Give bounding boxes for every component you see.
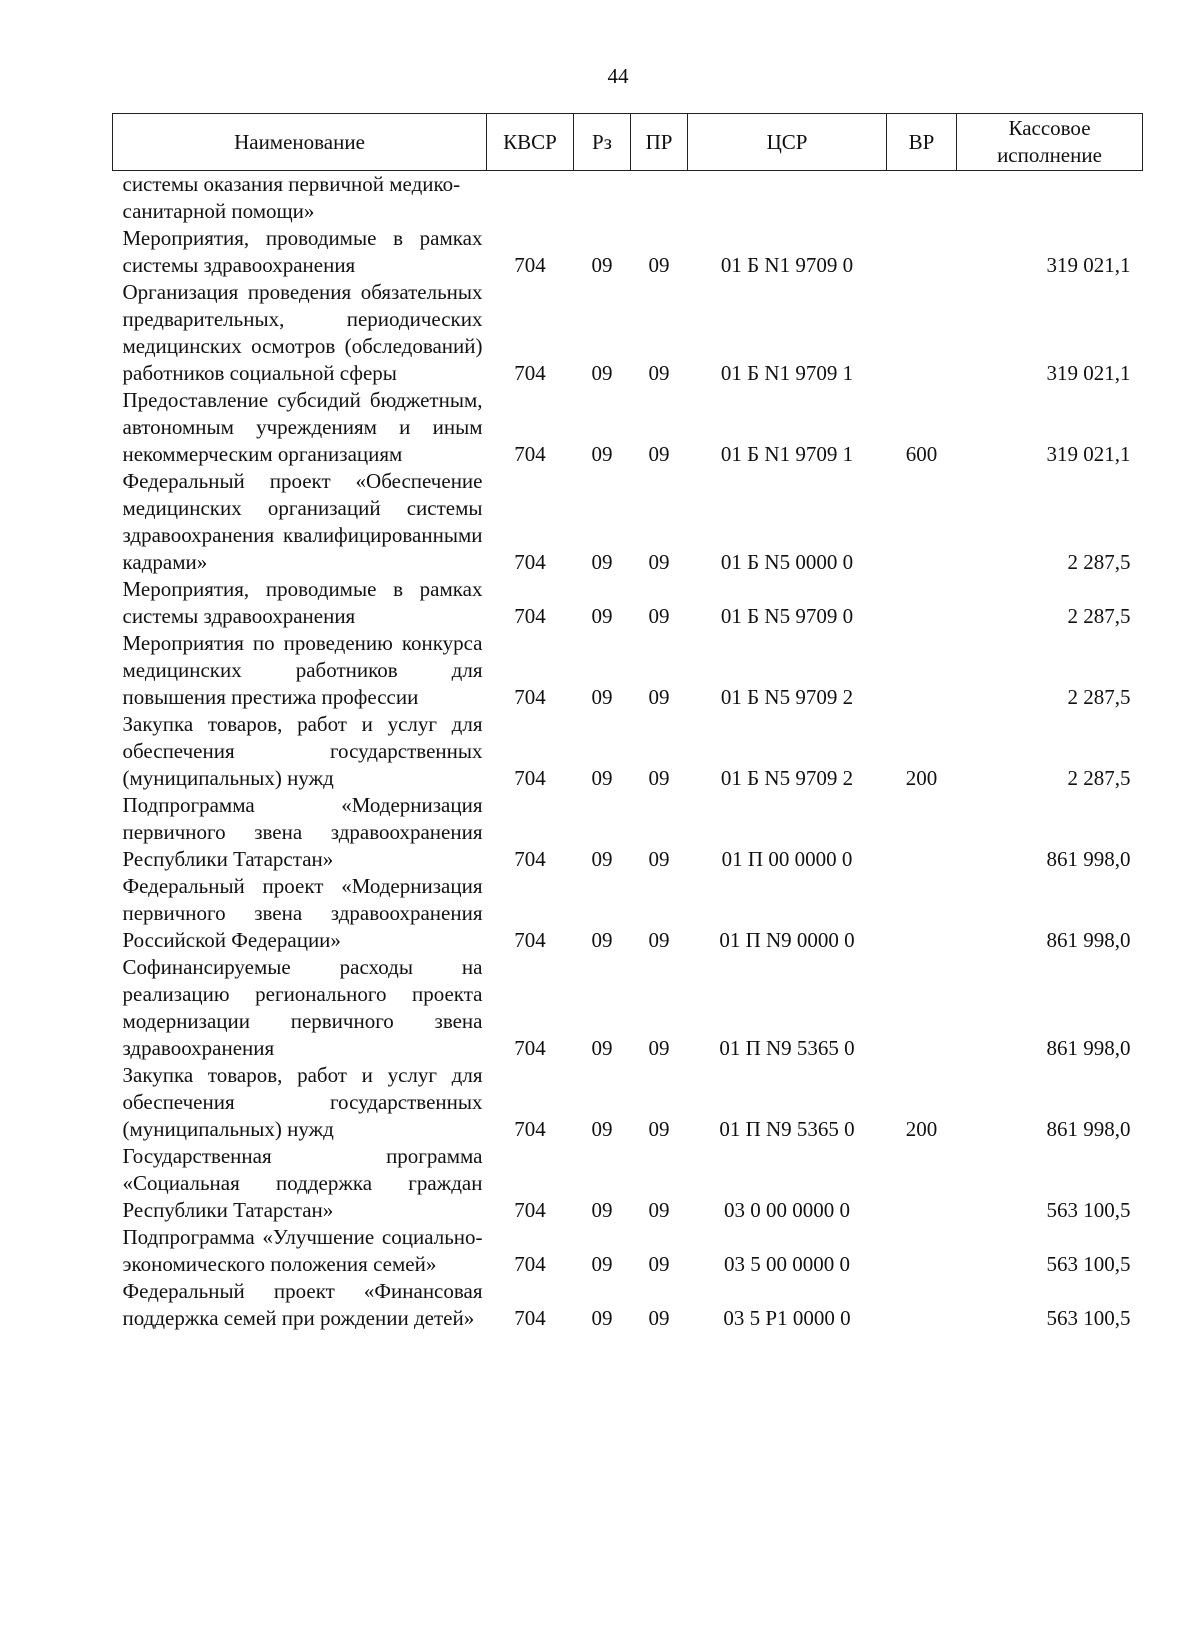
table-row [113, 954, 1143, 1062]
budget-table [112, 113, 1143, 1332]
cell-rz: 09 [591, 1036, 613, 1060]
table-row [113, 576, 1143, 630]
cell-rz: 09 [591, 1117, 613, 1141]
cell-pr: 09 [648, 253, 670, 277]
cell-kvsr: 704 [514, 1252, 546, 1276]
header-kvsr: КВСР [487, 114, 574, 171]
cell-amount: 861 998,0 [1046, 928, 1131, 952]
header-rz: Рз [574, 114, 631, 171]
header-name: Наименование [113, 114, 487, 171]
cell-vr [887, 468, 957, 576]
cell-name: Мероприятия, проводимые в рамках системы здравоохранения [122, 226, 483, 277]
table-row [113, 387, 1143, 468]
cell-vr [887, 225, 957, 279]
cell-amount: 319 021,1 [1046, 253, 1131, 277]
cell-rz: 09 [591, 361, 613, 385]
cell-vr [887, 1278, 957, 1332]
cell-csr: 01 Б N5 9709 2 [720, 766, 854, 790]
cell-vr [887, 873, 957, 954]
cell-rz: 09 [591, 550, 613, 574]
cell-name: Подпрограмма «Улучшение социально-экономического положения семей» [122, 1225, 483, 1276]
page-number: 44 [607, 64, 629, 88]
cell-amount: 861 998,0 [1046, 1036, 1131, 1060]
cell-kvsr: 704 [514, 1198, 546, 1222]
cell-csr: 01 П N9 5365 0 [719, 1117, 855, 1141]
cell-amount: 2 287,5 [1067, 685, 1131, 709]
cell-rz: 09 [591, 685, 613, 709]
cell-csr: 01 П 00 0000 0 [721, 847, 853, 871]
cell-kvsr: 704 [514, 253, 546, 277]
cell-amount: 319 021,1 [1046, 361, 1131, 385]
cell-name: Подпрограмма «Модернизация первичного звена здравоохранения Республики Татарстан» [122, 793, 483, 871]
cell-csr: 03 5 00 0000 0 [724, 1252, 850, 1276]
cell-pr: 09 [648, 442, 670, 466]
cell-name: Организация проведения обязательных предварительных, периодических медицинских осмотров (обследований) работников социальной сферы [122, 280, 483, 385]
cell-kvsr: 704 [514, 685, 546, 709]
cell-pr: 09 [648, 847, 670, 871]
cell-vr: 600 [905, 442, 938, 466]
cell-pr: 09 [648, 766, 670, 790]
cell-amount: 861 998,0 [1046, 847, 1131, 871]
cell-vr [887, 576, 957, 630]
cell-kvsr: 704 [514, 766, 546, 790]
cell-rz: 09 [591, 1252, 613, 1276]
cell-pr: 09 [648, 550, 670, 574]
cell-name: Закупка товаров, работ и услуг для обеспечения государственных (муниципальных) нужд [122, 1063, 483, 1141]
cell-amount: 861 998,0 [1046, 1117, 1131, 1141]
cell-amount: 2 287,5 [1067, 766, 1131, 790]
cell-rz: 09 [591, 604, 613, 628]
header-csr: ЦСР [688, 114, 887, 171]
cell-name: системы оказания первичной медико-санитарной помощи» [122, 172, 461, 223]
cell-csr: 01 Б N1 9709 1 [720, 442, 854, 466]
cell-name: Федеральный проект «Обеспечение медицинских организаций системы здравоохранения квалифицированными кадрами» [122, 469, 483, 574]
header-pr: ПР [631, 114, 688, 171]
cell-csr: 03 0 00 0000 0 [724, 1198, 850, 1222]
cell-rz: 09 [591, 847, 613, 871]
cell-pr: 09 [648, 604, 670, 628]
cell-csr: 01 П N9 0000 0 [719, 928, 855, 952]
table-row [113, 468, 1143, 576]
cell-vr [887, 792, 957, 873]
cell-name: Федеральный проект «Модернизация первичного звена здравоохранения Российской Федерации» [122, 874, 483, 952]
cell-amount: 2 287,5 [1067, 604, 1131, 628]
table-row [113, 1062, 1143, 1143]
cell-kvsr: 704 [514, 1036, 546, 1060]
cell-pr: 09 [648, 685, 670, 709]
cell-vr [887, 954, 957, 1062]
cell-pr: 09 [648, 361, 670, 385]
table-row [113, 792, 1143, 873]
cell-amount: 563 100,5 [1046, 1306, 1131, 1330]
table-row [113, 1278, 1143, 1332]
header-vr: ВР [887, 114, 957, 171]
cell-csr: 01 Б N1 9709 1 [720, 361, 854, 385]
cell-name: Мероприятия, проводимые в рамках системы здравоохранения [122, 577, 483, 628]
table-body [113, 171, 1143, 1333]
cell-name: Софинансируемые расходы на реализацию регионального проекта модернизации первичного звена здравоохранения [122, 955, 483, 1060]
cell-pr: 09 [648, 928, 670, 952]
cell-rz: 09 [591, 253, 613, 277]
cell-kvsr: 704 [514, 604, 546, 628]
table-row [113, 1224, 1143, 1278]
cell-rz: 09 [591, 766, 613, 790]
cell-rz: 09 [591, 1306, 613, 1330]
cell-amount: 563 100,5 [1046, 1198, 1131, 1222]
cell-name: Государственная программа «Социальная поддержка граждан Республики Татарстан» [122, 1144, 483, 1222]
table-row [113, 630, 1143, 711]
cell-csr: 01 Б N1 9709 0 [720, 253, 854, 277]
header-amount: Кассовое исполнение [957, 114, 1143, 171]
cell-csr: 01 П N9 5365 0 [719, 1036, 855, 1060]
cell-kvsr: 704 [514, 928, 546, 952]
cell-pr: 09 [648, 1117, 670, 1141]
cell-vr [887, 279, 957, 387]
table-row [113, 711, 1143, 792]
cell-name: Закупка товаров, работ и услуг для обеспечения государственных (муниципальных) нужд [122, 712, 483, 790]
cell-kvsr: 704 [514, 1306, 546, 1330]
cell-vr: 200 [905, 766, 938, 790]
cell-csr: 01 Б N5 9709 0 [720, 604, 854, 628]
cell-csr: 01 Б N5 9709 2 [720, 685, 854, 709]
cell-amount: 2 287,5 [1067, 550, 1131, 574]
cell-pr: 09 [648, 1036, 670, 1060]
cell-name: Федеральный проект «Финансовая поддержка семей при рождении детей» [122, 1279, 483, 1330]
cell-kvsr: 704 [514, 550, 546, 574]
cell-csr: 03 5 P1 0000 0 [723, 1306, 851, 1330]
cell-pr: 09 [648, 1306, 670, 1330]
cell-rz: 09 [591, 928, 613, 952]
table-header [113, 114, 1143, 171]
cell-pr: 09 [648, 1252, 670, 1276]
cell-amount: 319 021,1 [1046, 442, 1131, 466]
cell-name: Мероприятия по проведению конкурса медицинских работников для повышения престижа профессии [122, 631, 483, 709]
table-row-continuation [113, 171, 1143, 226]
cell-vr: 200 [905, 1117, 938, 1141]
cell-pr: 09 [648, 1198, 670, 1222]
table-row [113, 225, 1143, 279]
cell-vr [887, 630, 957, 711]
table-row [113, 873, 1143, 954]
cell-vr [887, 1143, 957, 1224]
cell-kvsr: 704 [514, 847, 546, 871]
table-row [113, 279, 1143, 387]
cell-vr [887, 1224, 957, 1278]
cell-rz: 09 [591, 1198, 613, 1222]
cell-name: Предоставление субсидий бюджетным, автономным учреждениям и иным некоммерческим организациям [122, 388, 483, 466]
cell-kvsr: 704 [514, 442, 546, 466]
table-row [113, 1143, 1143, 1224]
cell-amount: 563 100,5 [1046, 1252, 1131, 1276]
cell-rz: 09 [591, 442, 613, 466]
cell-kvsr: 704 [514, 361, 546, 385]
cell-kvsr: 704 [514, 1117, 546, 1141]
cell-csr: 01 Б N5 0000 0 [720, 550, 854, 574]
